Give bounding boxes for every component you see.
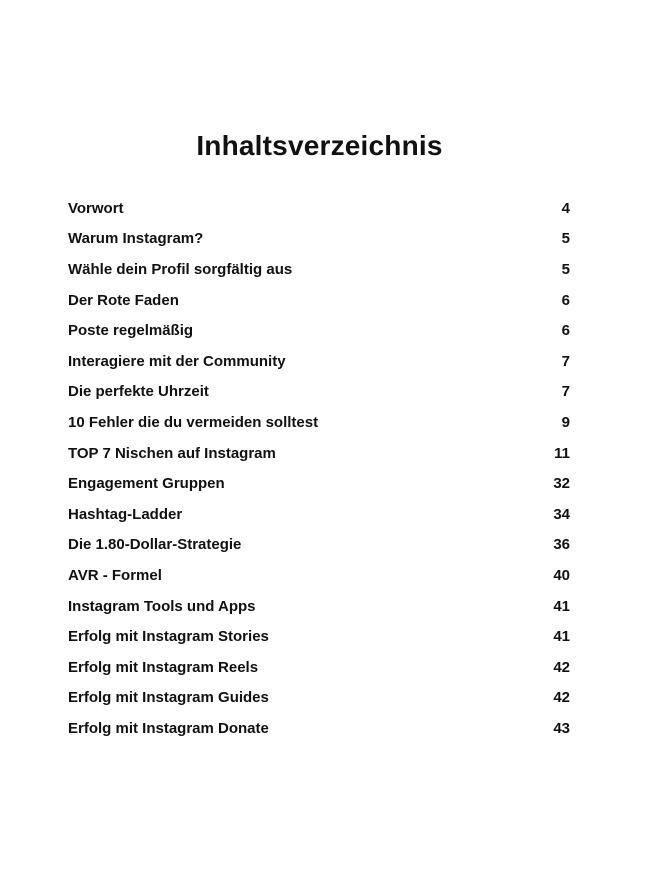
toc-entry-page: 9 bbox=[561, 413, 570, 431]
toc-entry-page: 34 bbox=[553, 505, 570, 523]
toc-entry-page: 7 bbox=[561, 352, 570, 370]
toc-entry-label: Wähle dein Profil sorgfältig aus bbox=[68, 260, 293, 278]
toc-entry-label: Warum Instagram? bbox=[68, 230, 204, 248]
toc-entry-page: 42 bbox=[553, 658, 570, 676]
toc-entry-page: 7 bbox=[561, 383, 570, 401]
toc-entry-label: Erfolg mit Instagram Stories bbox=[68, 628, 269, 646]
toc-entry-label: Poste regelmäßig bbox=[68, 322, 194, 340]
toc-entry[interactable] bbox=[68, 468, 570, 499]
toc-entry[interactable] bbox=[68, 193, 570, 224]
toc-entry[interactable] bbox=[68, 346, 570, 377]
toc-entry[interactable] bbox=[68, 621, 570, 652]
toc-entry-label: Hashtag-Ladder bbox=[68, 505, 183, 523]
toc-entry-page: 36 bbox=[553, 536, 570, 554]
toc-entry[interactable] bbox=[68, 377, 570, 408]
toc-entry[interactable] bbox=[68, 407, 570, 438]
toc-entry-label: AVR - Formel bbox=[68, 566, 162, 584]
toc-entry-label: Interagiere mit der Community bbox=[68, 352, 286, 370]
toc-entry-page: 6 bbox=[561, 291, 570, 309]
toc-entry-page: 42 bbox=[553, 689, 570, 707]
toc-entry-page: 40 bbox=[553, 566, 570, 584]
toc-entry-page: 41 bbox=[553, 628, 570, 646]
toc-entry-label: 10 Fehler die du vermeiden solltest bbox=[68, 413, 319, 431]
toc-entry[interactable] bbox=[68, 315, 570, 346]
toc-entry-label: Vorwort bbox=[68, 199, 124, 217]
toc-entry[interactable] bbox=[68, 285, 570, 316]
toc-entry[interactable] bbox=[68, 713, 570, 744]
toc-entry-label: Die 1.80-Dollar-Strategie bbox=[68, 536, 242, 554]
page-title: Inhaltsverzeichnis bbox=[196, 130, 443, 161]
toc-entry-page: 5 bbox=[561, 260, 570, 278]
toc-entry[interactable] bbox=[68, 254, 570, 285]
table-of-contents bbox=[68, 193, 570, 744]
toc-entry-label: Engagement Gruppen bbox=[68, 475, 225, 493]
toc-entry[interactable] bbox=[68, 560, 570, 591]
toc-entry[interactable] bbox=[68, 652, 570, 683]
toc-entry[interactable] bbox=[68, 224, 570, 255]
toc-entry-page: 43 bbox=[553, 719, 570, 737]
toc-entry-page: 11 bbox=[554, 444, 570, 462]
toc-entry-label: TOP 7 Nischen auf Instagram bbox=[68, 444, 276, 462]
toc-entry[interactable] bbox=[68, 438, 570, 469]
toc-entry[interactable] bbox=[68, 530, 570, 561]
toc-entry-label: Der Rote Faden bbox=[68, 291, 179, 309]
toc-entry-label: Erfolg mit Instagram Donate bbox=[68, 719, 269, 737]
toc-entry-page: 32 bbox=[553, 475, 570, 493]
toc-entry-label: Erfolg mit Instagram Reels bbox=[68, 658, 259, 676]
toc-entry[interactable] bbox=[68, 591, 570, 622]
toc-entry-label: Instagram Tools und Apps bbox=[68, 597, 256, 615]
toc-entry-page: 4 bbox=[561, 199, 570, 217]
toc-entry-page: 41 bbox=[553, 597, 570, 615]
toc-entry[interactable] bbox=[68, 683, 570, 714]
toc-entry[interactable] bbox=[68, 499, 570, 530]
toc-entry-label: Erfolg mit Instagram Guides bbox=[68, 689, 269, 707]
toc-entry-page: 6 bbox=[561, 322, 570, 340]
toc-entry-page: 5 bbox=[561, 230, 570, 248]
toc-entry-label: Die perfekte Uhrzeit bbox=[68, 383, 209, 401]
